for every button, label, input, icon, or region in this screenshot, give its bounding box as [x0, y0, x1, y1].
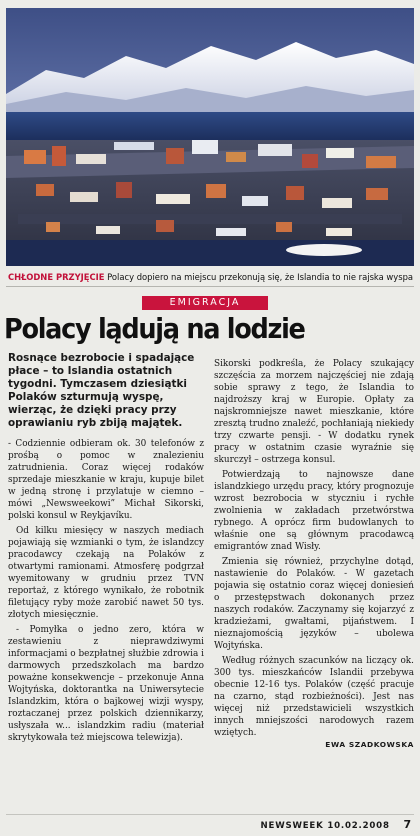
- photo-illustration: [6, 8, 414, 266]
- article-lead: Rosnące bezrobocie i spadające płace – to Islandia ostatnich tygodni. Tymczasem dziesiątki Polaków szturmują wyspę, wierząc, że dzięki pracy przy oprawianiu ryb zbiją majątek.: [8, 352, 195, 429]
- article-headline: Polacy lądują na lodzie: [4, 313, 305, 345]
- article-paragraph: - Pomyłka o jedno zero, która w zestawieniu z nieprawdziwymi informacjami o bezpłatnej służbie zdrowia i darmowych przedszkolach ma bardzo poważne konsekwencje – przekonuje Anna Wojtyńska, doktorantka na Uniwersytecie Islandzkim, która o bajkowej wizji wyspy, roztaczanej przez polskich dziennikarzy, usłyszała w... islandzkim radiu (materiał skrytykowała też miejscowa telewizja).: [8, 625, 204, 743]
- caption-text: Polacy dopiero na miejscu przekonują się, że Islandia to nie rajska wyspa: [107, 272, 414, 282]
- caption-divider: [6, 286, 414, 287]
- issue-date: 10.02.2008: [327, 821, 390, 831]
- author-byline: EWA SZADKOWSKA: [325, 740, 414, 749]
- article-paragraph: Według różnych szacunków na liczący ok. 300 tys. mieszkańców Islandii przebywa obecnie 12-16 tys. Polaków (część pracuje na czarno, stąd rozbieżności). Jest nas więcej niż przedstawicieli wszystkich innych mniejszości narodowych razem wziętych.: [214, 656, 414, 738]
- section-label: EMIGRACJA: [142, 296, 268, 310]
- caption-lead: CHŁODNE PRZYJĘCIE: [8, 272, 105, 282]
- city-photo: [6, 8, 414, 266]
- article-paragraph: Sikorski podkreśla, że Polacy szukający szczęścia za morzem najczęściej nie zdają sobie sprawy z tego, że Islandia to najdroższy kraj w Europie. Opłaty za najskromniejsze nawet mieszkanie, które zresztą trudno znaleźć, pochłaniają niekiedy trzy czwarte pensji. - W dodatku rynek pracy w ostatnim czasie wyraźnie się skurczył – ostrzega konsul.: [214, 359, 414, 465]
- article-paragraph: - Codziennie odbieram ok. 30 telefonów z prośbą o pomoc w znalezieniu zatrudnienia. Coraz więcej rodaków sprzedaje mieszkanie w kraju, kupuje bilet w jedną stronę i przylatuje w ciemno – mówi „Newsweekowi” Michał Sikorski, polski konsul w Reykjavíku.: [8, 439, 204, 521]
- page-number: 7: [403, 818, 412, 831]
- article-paragraph: Od kilku miesięcy w naszych mediach pojawiają się wzmianki o tym, że islandzcy pracodawcy czekają na Polaków z otwartymi ramionami. Atmosferę podgrzał wyemitowany w grudniu przez TVN reportaż, z którego wynikało, że robotnik filetujący ryby może zarobić nawet 50 tys. złotych miesięcznie.: [8, 526, 204, 620]
- photo-caption: [8, 272, 412, 283]
- page-footer: [261, 818, 412, 831]
- magazine-name: NEWSWEEK: [260, 821, 324, 831]
- article-paragraph: Potwierdzają to najnowsze dane islandzkiego urzędu pracy, który prognozuje wzrost bezrobocia w styczniu i rychłe zwolnienia w zakładach przetwórstwa rybnego. A oprócz firm budowlanych to właśnie one są głównym pracodawcą emigrantów znad Wisły.: [214, 470, 414, 552]
- footer-divider: [6, 814, 414, 815]
- article-paragraph: Zmienia się również, przychylne dotąd, nastawienie do Polaków. - W gazetach pojawia się ostatnio coraz więcej doniesień o przestępstwach dokonanych przez naszych rodaków. Zaczynamy się kojarzyć z kradzieżami, gwałtami, pijaństwem. I nieznajomością języków – ubolewa Wojtyńska.: [214, 557, 414, 651]
- article-column-right: [214, 358, 414, 749]
- article-column-left: [8, 352, 204, 747]
